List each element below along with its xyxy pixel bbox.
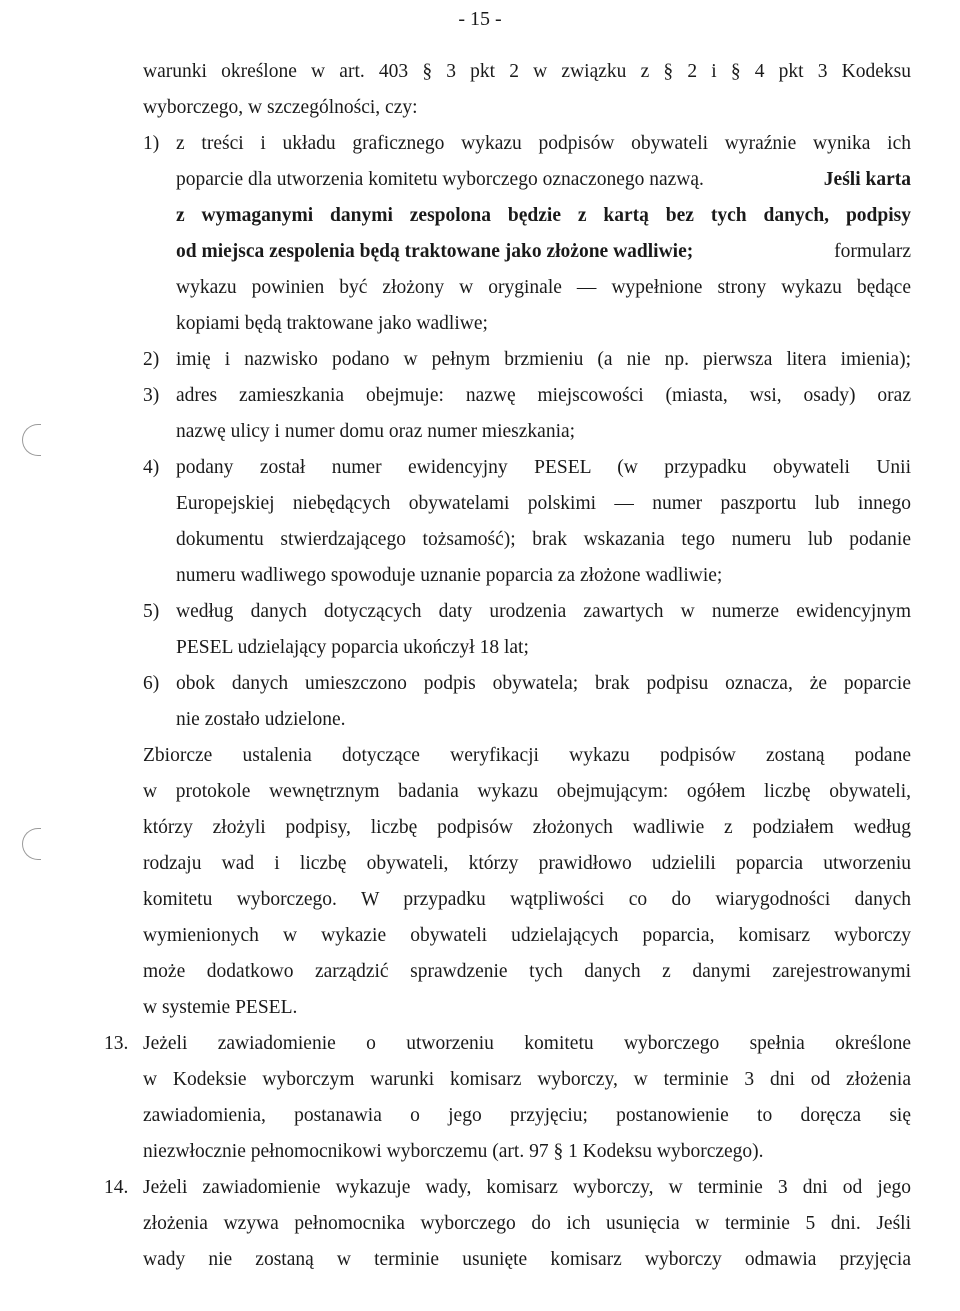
list-item-line: adres zamieszkania obejmuje: nazwę miejscowości (miasta, wsi, osady) oraz bbox=[176, 385, 911, 406]
list-number: 4) bbox=[143, 457, 160, 478]
point-number: 14. bbox=[104, 1177, 129, 1198]
list-item-text: formularz bbox=[834, 241, 911, 262]
bold-line: z wymaganymi danymi zespolona będzie z kartą bez tych danych, podpisy bbox=[176, 205, 911, 226]
list-item-line: kopiami będą traktowane jako wadliwe; bbox=[176, 313, 488, 334]
punch-hole-mark bbox=[22, 424, 41, 456]
point-line: zawiadomienia, postanawia o jego przyjęciu; postanowienie to doręcza się bbox=[143, 1105, 911, 1126]
list-number: 1) bbox=[143, 133, 160, 154]
list-item-line: wykazu powinien być złożony w oryginale — wypełnione strony wykazu będące bbox=[176, 277, 911, 298]
list-item-line: obok danych umieszczono podpis obywatela; brak podpisu oznacza, że poparcie bbox=[176, 673, 911, 694]
list-item-line: PESEL udzielający poparcia ukończył 18 lat; bbox=[176, 637, 529, 658]
list-number: 6) bbox=[143, 673, 160, 694]
list-item-line: numeru wadliwego spowoduje uznanie poparcia za złożone wadliwie; bbox=[176, 565, 723, 586]
list-item-line: dokumentu stwierdzającego tożsamość); brak wskazania tego numeru lub podanie bbox=[176, 529, 911, 550]
page-number: - 15 - bbox=[458, 8, 502, 30]
paragraph-line: rodzaju wad i liczbę obywateli, którzy prawidłowo udzielili poparcia utworzeniu bbox=[143, 853, 911, 874]
list-item-line: nazwę ulicy i numer domu oraz numer mieszkania; bbox=[176, 421, 576, 442]
list-item-line: Europejskiej niebędących obywatelami polskimi — numer paszportu lub innego bbox=[176, 493, 911, 514]
punch-hole-mark bbox=[22, 828, 41, 860]
paragraph-line: może dodatkowo zarządzić sprawdzenie tych danych z danymi zarejestrowanymi bbox=[143, 961, 911, 982]
paragraph-line: komitetu wyborczego. W przypadku wątpliwości co do wiarygodności danych bbox=[143, 889, 911, 910]
list-number: 2) bbox=[143, 349, 160, 370]
point-line: niezwłocznie pełnomocnikowi wyborczemu (art. 97 § 1 Kodeksu wyborczego). bbox=[143, 1141, 764, 1162]
list-item-line bbox=[176, 239, 911, 265]
list-item-line: według danych dotyczących daty urodzenia zawartych w numerze ewidencyjnym bbox=[176, 601, 911, 622]
list-number: 3) bbox=[143, 385, 160, 406]
point-line: wady nie zostaną w terminie usunięte komisarz wyborczy odmawia przyjęcia bbox=[143, 1249, 911, 1270]
paragraph-line: Zbiorcze ustalenia dotyczące weryfikacji wykazu podpisów zostaną podane bbox=[143, 745, 911, 766]
paragraph-line: wymienionych w wykazie obywateli udzielających poparcia, komisarz wyborczy bbox=[143, 925, 911, 946]
intro-line: wyborczego, w szczególności, czy: bbox=[143, 97, 418, 118]
point-number: 13. bbox=[104, 1033, 129, 1054]
list-item-text: poparcie dla utworzenia komitetu wyborczego oznaczonego nazwą. bbox=[176, 169, 704, 190]
bold-text: Jeśli karta bbox=[823, 169, 911, 190]
intro-line: warunki określone w art. 403 § 3 pkt 2 w związku z § 2 i § 4 pkt 3 Kodeksu bbox=[143, 61, 911, 82]
point-line: Jeżeli zawiadomienie wykazuje wady, komisarz wyborczy, w terminie 3 dni od jego bbox=[143, 1177, 911, 1198]
point-line: złożenia wzywa pełnomocnika wyborczego do ich usunięcia w terminie 5 dni. Jeśli bbox=[143, 1213, 911, 1234]
list-item-line: z treści i układu graficznego wykazu podpisów obywateli wyraźnie wynika ich bbox=[176, 133, 911, 154]
list-item-line: imię i nazwisko podano w pełnym brzmieniu (a nie np. pierwsza litera imienia); bbox=[176, 349, 911, 370]
point-line: Jeżeli zawiadomienie o utworzeniu komitetu wyborczego spełnia określone bbox=[143, 1033, 911, 1054]
paragraph-line: którzy złożyli podpisy, liczbę podpisów złożonych wadliwie z podziałem według bbox=[143, 817, 911, 838]
paragraph-line: w systemie PESEL. bbox=[143, 997, 298, 1018]
bold-text: od miejsca zespolenia będą traktowane jako złożone wadliwie; bbox=[176, 241, 694, 262]
list-number: 5) bbox=[143, 601, 160, 622]
list-item-line: nie zostało udzielone. bbox=[176, 709, 346, 730]
paragraph-line: w protokole wewnętrznym badania wykazu obejmującym: ogółem liczbę obywateli, bbox=[143, 781, 911, 802]
list-item-line bbox=[176, 167, 911, 193]
list-item-line: podany został numer ewidencyjny PESEL (w przypadku obywateli Unii bbox=[176, 457, 911, 478]
point-line: w Kodeksie wyborczym warunki komisarz wyborczy, w terminie 3 dni od złożenia bbox=[143, 1069, 911, 1090]
